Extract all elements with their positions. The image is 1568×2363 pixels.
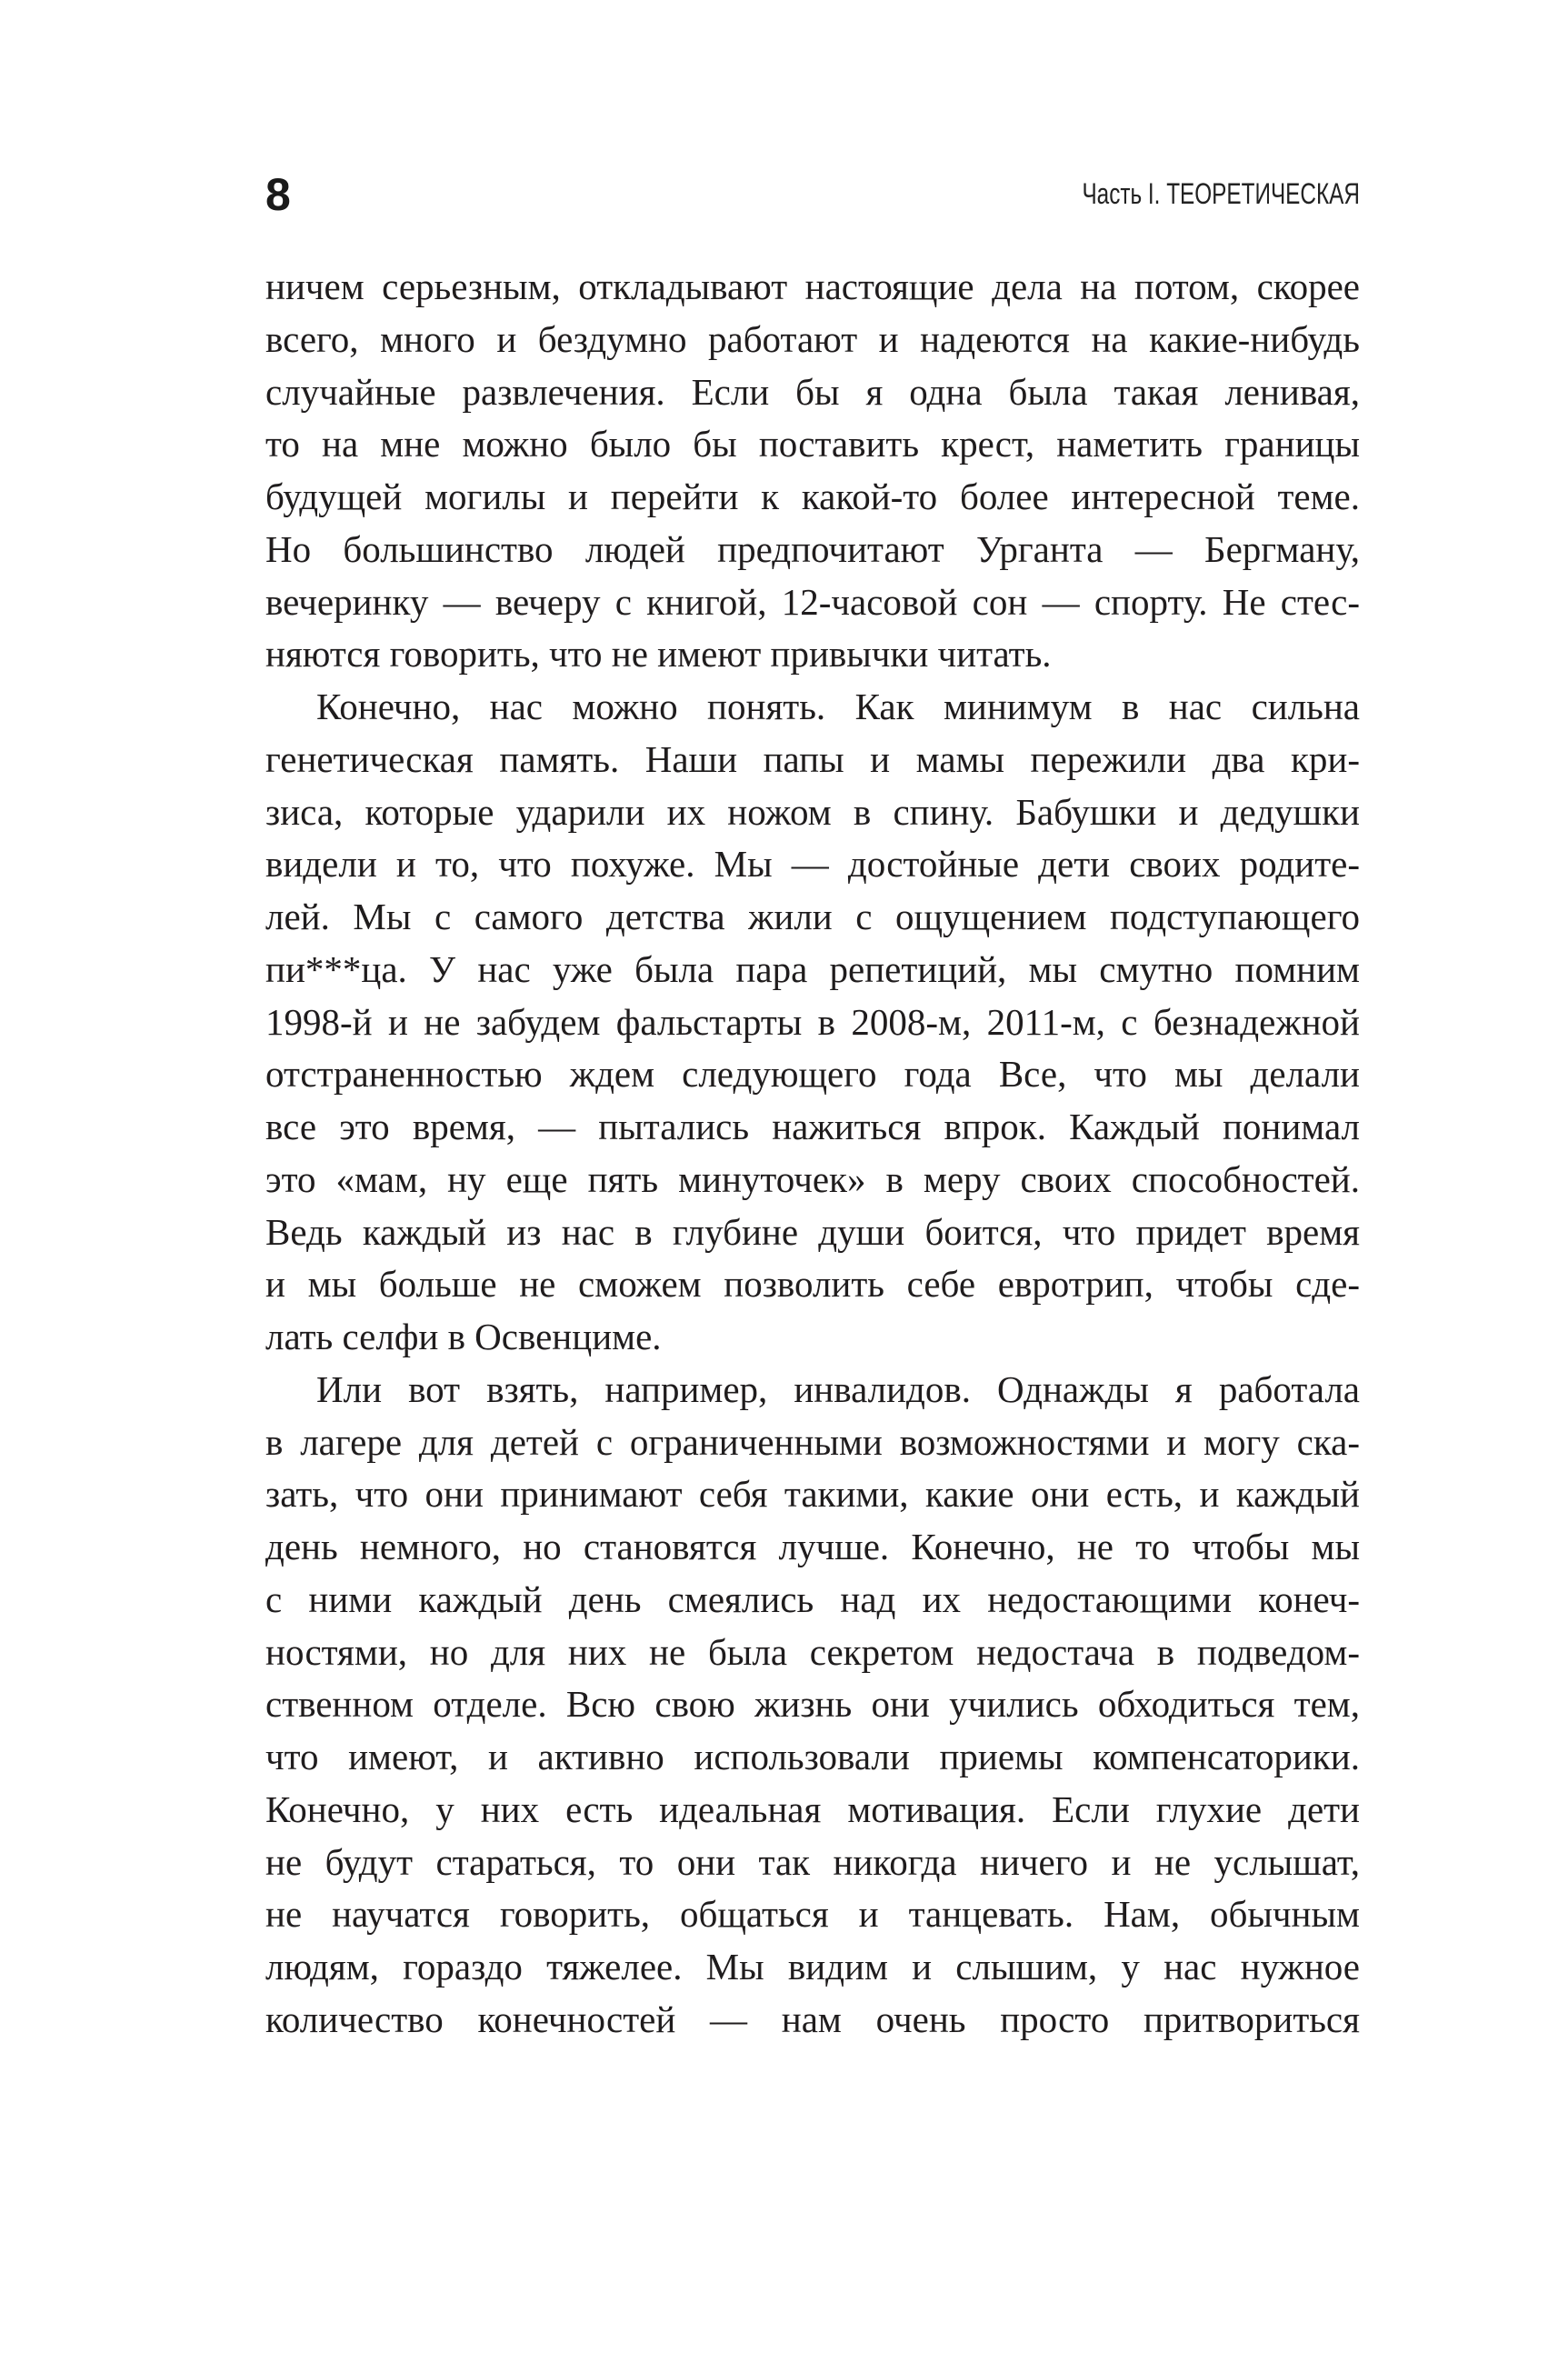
text-line: то на мне можно было бы поставить крест, наметить границы: [265, 423, 1360, 466]
text-line: вечеринку — вечеру с книгой, 12-часовой сон — спорту. Не стес-: [265, 580, 1360, 623]
text-line: Конечно, нас можно понять. Как минимум в нас сильна: [316, 686, 1360, 727]
text-line: генетическая память. Наши папы и мамы пережили два кри-: [265, 737, 1360, 780]
text-line: случайные развлечения. Если бы я одна была такая ленивая,: [265, 370, 1360, 413]
text-line: людям, гораздо тяжелее. Мы видим и слышим, у нас нужное: [265, 1946, 1360, 1988]
text-line: ничем серьезным, откладывают настоящие дела на потом, скорее: [265, 265, 1360, 307]
text-line: не будут стараться, то они так никогда ничего и не услышат,: [265, 1840, 1360, 1883]
text-line: это «мам, ну еще пять минуточек» в меру своих способностей.: [265, 1157, 1360, 1200]
text-line: няются говорить, что не имеют привычки читать.: [265, 633, 1052, 676]
text-line: день немного, но становятся лучше. Конечно, не то чтобы мы: [265, 1526, 1360, 1567]
text-line: Конечно, у них есть идеальная мотивация. Если глухие дети: [265, 1787, 1360, 1830]
text-line: не научатся говорить, общаться и танцевать. Нам, обычным: [265, 1893, 1360, 1936]
paragraph: [265, 1364, 1360, 2047]
text-line: зать, что они принимают себя такими, какие они есть, и каждый: [265, 1473, 1360, 1516]
text-line: количество конечностей — нам очень просто притвориться: [265, 1998, 1360, 2040]
text-line: пи***ца. У нас уже была пара репетиций, мы смутно помним: [265, 947, 1360, 990]
text-line: Или вот взять, например, инвалидов. Однажды я работала: [316, 1367, 1360, 1410]
text-line: и мы больше не сможем позволить себе евротрип, чтобы сде-: [265, 1263, 1360, 1306]
text-line: ностями, но для них не была секретом недостача в подведом-: [265, 1630, 1360, 1673]
text-line: лей. Мы с самого детства жили с ощущением подступающего: [265, 896, 1360, 937]
text-line: будущей могилы и перейти к какой-то более интересной теме.: [265, 476, 1360, 517]
page-number: 8: [265, 169, 291, 220]
text-line: 1998-й и не забудем фальстарты в 2008-м, 2011-м, с безнадежной: [265, 1000, 1360, 1043]
text-line: что имеют, и активно использовали приемы компенсаторики.: [265, 1736, 1360, 1777]
text-line: отстраненностью ждем следующего года Все, что мы делали: [265, 1053, 1360, 1096]
text-line: зиса, которые ударили их ножом в спину. Бабушки и дедушки: [265, 790, 1360, 833]
text-line: с ними каждый день смеялись над их недостающими конеч-: [265, 1577, 1360, 1620]
text-line: лать селфи в Освенциме.: [265, 1316, 662, 1357]
text-line: все это время, — пытались нажиться впрок. Каждый понимал: [265, 1106, 1360, 1147]
text-line: всего, много и бездумно работают и надеются на какие-нибудь: [265, 317, 1360, 360]
body-text: [265, 261, 1360, 2047]
text-line: Ведь каждый из нас в глубине души боится, что придет время: [265, 1210, 1360, 1253]
text-line: видели и то, что похуже. Мы — достойные дети своих родите-: [265, 843, 1360, 886]
paragraph: [265, 261, 1360, 681]
paragraph: [265, 681, 1360, 1364]
running-head: Часть I. ТЕОРЕТИЧЕСКАЯ: [1082, 177, 1360, 210]
text-line: в лагере для детей с ограниченными возможностями и могу ска-: [265, 1420, 1360, 1463]
text-line: ственном отделе. Всю свою жизнь они учились обходиться тем,: [265, 1683, 1360, 1726]
text-line: Но большинство людей предпочитают Урганта — Бергману,: [265, 527, 1360, 570]
